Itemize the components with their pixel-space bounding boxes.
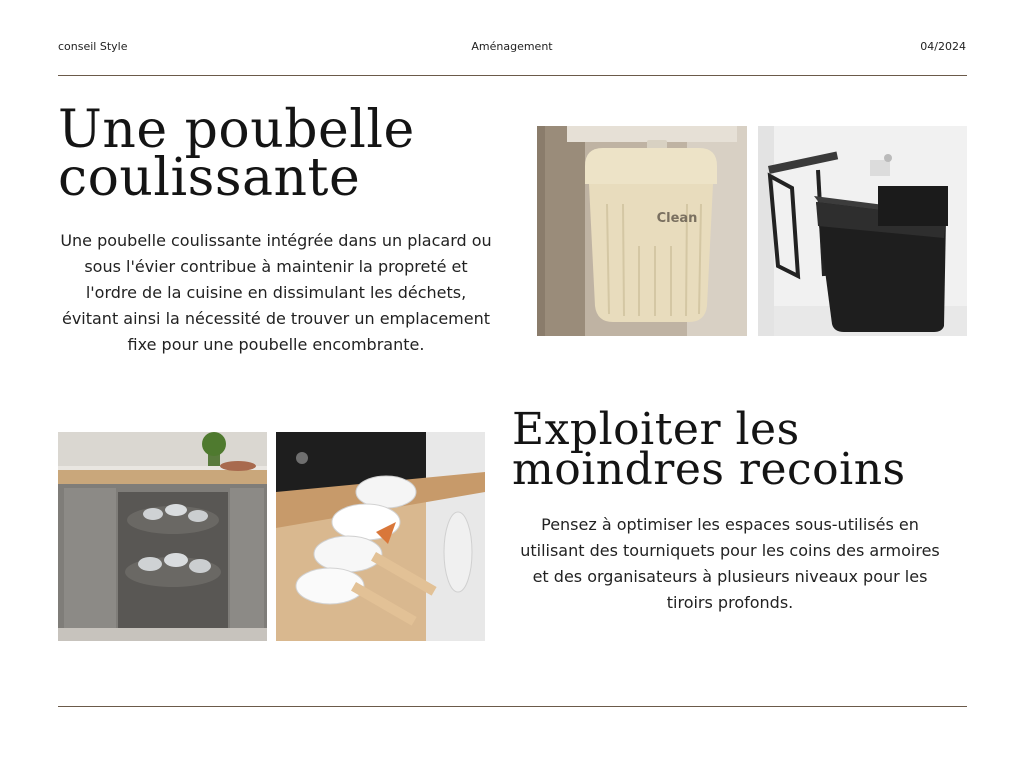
- section-body-corners: Pensez à optimiser les espaces sous-utilisés en utilisant des tourniquets pour les coins des armoires et des organisateurs à plusieurs niveaux pour les tiroirs profonds.: [520, 515, 940, 612]
- photo-corner-carousel: [58, 432, 267, 641]
- section-body-sliding-bin: Une poubelle coulissante intégrée dans un placard ou sous l'évier contribue à maintenir la propreté et l'ordre de la cuisine en dissimulant les déchets, évitant ainsi la nécessité de trouver un emplacement fixe pour une poubelle encombrante.: [60, 231, 492, 354]
- header-brand: conseil Style: [58, 40, 128, 53]
- section-title-sliding-bin: Une poubelle coulissante: [58, 100, 415, 208]
- photo-hanging-bin: [537, 126, 747, 336]
- bin-label: Clean: [656, 211, 698, 226]
- bottom-divider: [58, 706, 967, 707]
- top-divider: [58, 75, 967, 76]
- section-title-corners: Exploiter les moindres recoins: [512, 404, 906, 495]
- photo-drawer-organizer: [276, 432, 485, 641]
- header-category: Aménagement: [471, 40, 553, 53]
- photo-pullout-bin: [758, 126, 967, 336]
- header-date: 04/2024: [920, 40, 966, 53]
